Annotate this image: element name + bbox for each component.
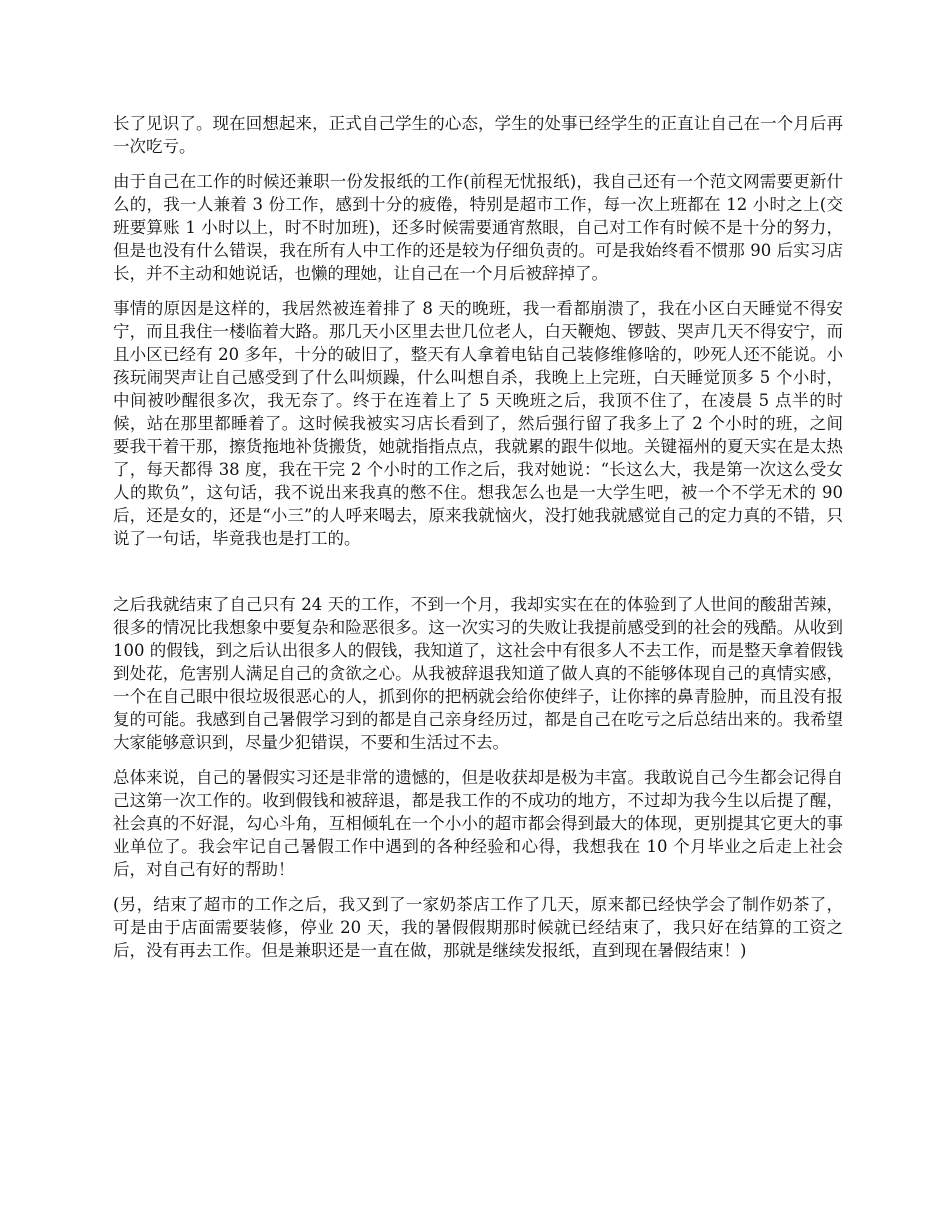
paragraph-4: 之后我就结束了自己只有 24 天的工作，不到一个月，我却实实在在的体验到了人世间的酸甜苦辣，很多的情况比我想象中要复杂和险恶很多。这一次实习的失败让我提前感受到的社会的残酷。从收到 100 的假钱，到之后认出很多人的假钱，我知道了，这社会中有很多人不去工作，而是整天拿着假钱到处花，危害别人满足自己的贪欲之心。从我被辞退我知道了做人真的不能够体现自己的真情实感，一个在自己眼中很垃圾很恶心的人，抓到你的把柄就会给你使绊子，让你摔的鼻青脸肿，而且没有报复的可能。我感到自己暑假学习到的都是自己亲身经历过，都是自己在吃亏之后总结出来的。我希望大家能够意识到，尽量少犯错误，不要和生活过不去。 [113,595,843,752]
paragraph-1: 长了见识了。现在回想起来，正式自己学生的心态，学生的处事已经学生的正直让自己在一个月后再一次吃亏。 [113,114,843,156]
paragraph-5: 总体来说，自己的暑假实习还是非常的遗憾的，但是收获却是极为丰富。我敢说自己今生都会记得自己这第一次工作的。收到假钱和被辞退，都是我工作的不成功的地方，不过却为我今生以后提了醒，社会真的不好混，勾心斗角，互相倾轧在一个小小的超市都会得到最大的体现，更别提其它更大的事业单位了。我会牢记自己暑假工作中遇到的各种经验和心得，我想我在 10 个月毕业之后走上社会后，对自己有好的帮助！ [113,768,843,879]
section-spacer [113,562,843,593]
paragraph-2: 由于自己在工作的时候还兼职一份发报纸的工作(前程无忧报纸)，我自己还有一个范文网需要更新什么的，我一人兼着 3 份工作，感到十分的疲倦，特别是超市工作，每一次上班都在 12 小时之上(交班要算账 1 小时以上，时不时加班)，还多时候需要通宵熬眼，自己对工作有时候不是十分的努力，但是也没有什么错误，我在所有人中工作的还是较为仔细负责的。可是我始终看不惯那 90 后实习店长，并不主动和她说话，也懒的理她，让自己在一个月后被辞掉了。 [113,172,843,283]
document-body [113,112,843,974]
paragraph-3: 事情的原因是这样的，我居然被连着排了 8 天的晚班，我一看都崩溃了，我在小区白天睡觉不得安宁，而且我住一楼临着大路。那几天小区里去世几位老人，白天鞭炮、锣鼓、哭声几天不得安宁，而且小区已经有 20 多年，十分的破旧了，整天有人拿着电钻自己装修维修啥的，吵死人还不能说。小孩玩闹哭声让自己感受到了什么叫烦躁，什么叫想自杀，我晚上上完班，白天睡觉顶多 5 个小时，中间被吵醒很多次，我无奈了。终于在连着上了 5 天晚班之后，我顶不住了，在凌晨 5 点半的时候，站在那里都睡着了。这时候我被实习店长看到了，然后强行留了我多上了 2 个小时的班，之间要我干着干那，擦货拖地补货搬货，她就指指点点，我就累的跟牛似地。关键福州的夏天实在是太热了，每天都得 38 度，我在干完 2 个小时的工作之后，我对她说：“长这么大，我是第一次这么受女人的欺负”，这句话，我不说出来我真的憋不住。想我怎么也是一大学生吧，被一个不学无术的 90 后，还是女的，还是“小三”的人呼来喝去，原来我就恼火，没打她我就感觉自己的定力真的不错，只说了一句话，毕竟我也是打工的。 [113,299,843,548]
paragraph-6: (另，结束了超市的工作之后，我又到了一家奶茶店工作了几天，原来都已经快学会了制作奶茶了，可是由于店面需要装修，停业 20 天，我的暑假假期那时候就已经结束了，我只好在结算的工资之后，没有再去工作。但是兼职还是一直在做，那就是继续发报纸，直到现在暑假结束！) [113,895,843,960]
